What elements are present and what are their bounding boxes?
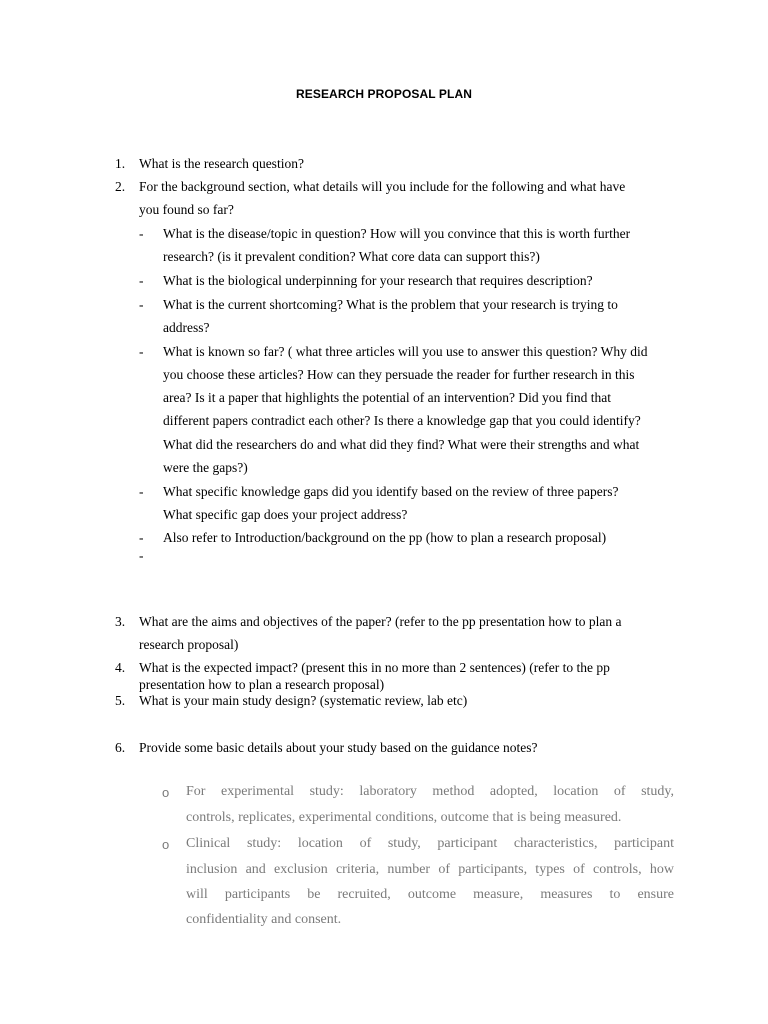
dash-bullet: - [139,484,144,499]
subitem-line: What did the researchers do and what did they find? What were their strengths and what [163,437,640,452]
dash-bullet: - [139,548,144,563]
dash-bullet: - [139,530,144,545]
question-5: What is your main study design? (systematic review, lab etc) [139,693,468,708]
question-3-line: What are the aims and objectives of the paper? (refer to the pp presentation how to plan a [139,614,622,629]
guidance-line: For experimental study: laboratory method adopted, location of study, [186,784,674,799]
question-4-line: presentation how to plan a research proposal) [139,677,385,692]
subitem-line: you choose these articles? How can they persuade the reader for further research in this [163,367,635,382]
question-2-line: For the background section, what details will you include for the following and what have [139,179,626,194]
guidance-line: will participants be recruited, outcome measure, measures to ensure [186,887,674,902]
subitem-line: What is the current shortcoming? What is the problem that your research is trying to [163,297,618,312]
circle-bullet-icon: o [162,785,170,800]
question-4-line: What is the expected impact? (present this in no more than 2 sentences) (refer to the pp [139,660,610,675]
question-1: What is the research question? [139,156,304,171]
guidance-line: confidentiality and consent. [186,912,342,927]
question-3-line: research proposal) [139,637,239,652]
subitem-line: What specific knowledge gaps did you identify based on the review of three papers? [163,484,619,499]
subitem-line: research? (is it prevalent condition? What core data can support this?) [163,249,540,264]
dash-bullet: - [139,226,144,241]
subitem-line: Also refer to Introduction/background on the pp (how to plan a research proposal) [163,530,607,545]
list-number: 5. [115,693,126,708]
page-title: RESEARCH PROPOSAL PLAN [295,87,472,101]
guidance-line: Clinical study: location of study, participant characteristics, participant [186,836,674,851]
question-6: Provide some basic details about your study based on the guidance notes? [139,740,538,755]
subitem-line: What specific gap does your project address? [163,507,408,522]
subitem-line: What is known so far? ( what three articles will you use to answer this question? Why did [163,344,648,359]
dash-bullet: - [139,273,144,288]
dash-bullet: - [139,297,144,312]
list-number: 2. [115,179,126,194]
list-number: 3. [115,614,126,629]
subitem-line: were the gaps?) [163,460,248,475]
list-number: 6. [115,740,126,755]
subitem-line: area? Is it a paper that highlights the potential of an intervention? Did you find that [163,390,611,405]
subitem-line: What is the disease/topic in question? How will you convince that this is worth further [163,226,631,241]
question-2-line: you found so far? [139,202,234,217]
list-number: 4. [115,660,126,675]
subitem-line: What is the biological underpinning for your research that requires description? [163,273,593,288]
circle-bullet-icon: o [162,837,170,852]
guidance-line: inclusion and exclusion criteria, number of participants, types of controls, how [186,862,674,877]
list-number: 1. [115,156,126,171]
dash-bullet: - [139,344,144,359]
subitem-line: different papers contradict each other? Is there a knowledge gap that you could identify? [163,413,641,428]
guidance-line: controls, replicates, experimental conditions, outcome that is being measured. [186,810,622,825]
subitem-line: address? [163,320,210,335]
